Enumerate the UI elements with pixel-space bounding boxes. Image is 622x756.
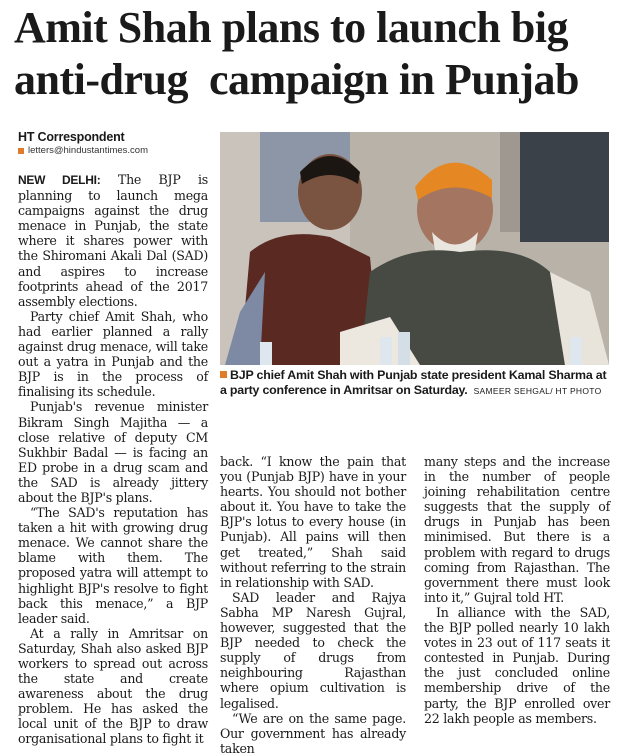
article-paragraph: back. “I know the pain that you (Punjab BJP) have in your hearts. You should not bother about it. You have to take the BJP's lotus to every house (in Punjab). All pains will then get treated,” Shah said without referring to the strain in relationship with SAD. (220, 454, 406, 590)
byline-email-row (18, 145, 208, 156)
article-paragraph-text: The BJP is planning to launch mega campaigns against the drug menace in Punjab, the state where it shares power with the Shiromani Akali Dal (SAD) and aspires to increase footprints ahead of the 2017 assembly elections. (18, 172, 208, 309)
orange-square-icon (18, 148, 24, 154)
headline-line-2: anti-drug campaign in Punjab (14, 55, 579, 104)
article-paragraph: At a rally in Amritsar on Saturday, Shah also asked BJP workers to spread out across the state and create awareness about the drug problem. He has asked the local unit of the BJP to draw organisational plans to fight it (18, 625, 208, 747)
orange-square-icon (220, 371, 227, 378)
photo-illustration (220, 132, 609, 365)
article-column-3 (424, 454, 610, 726)
headline-line-1: Amit Shah plans to launch big (14, 3, 569, 52)
article-paragraph: Party chief Amit Shah, who had earlier planned a rally against drug menace, will take out a yatra in Punjab and the BJP is in the process of finalising its schedule. (18, 308, 208, 400)
caption-text: BJP chief Amit Shah with Punjab state president Kamal Sharma at a party conference in Amritsar on Saturday. (220, 368, 607, 397)
photo-caption (220, 368, 612, 399)
article-paragraph: Punjab's revenue minister Bikram Singh Majitha — a close relative of deputy CM Sukhbir Badal — is facing an ED probe in a drug scam and the SAD is already jittery about the BJP's plans. (18, 399, 208, 505)
article-paragraph: SAD leader and Rajya Sabha MP Naresh Gujral, however, suggested that the BJP needed to check the supply of drugs from neighbouring Rajasthan where opium cultivation is legalised. (220, 589, 406, 711)
headline (14, 2, 614, 106)
dateline: NEW DELHI: (18, 173, 101, 187)
article-paragraph: “We are on the same page. Our government has already taken (220, 710, 406, 756)
byline-author: HT Correspondent (18, 130, 125, 144)
article-paragraph (18, 172, 208, 309)
news-photo (220, 132, 609, 365)
article-column-1 (18, 172, 208, 747)
article-column-2 (220, 454, 406, 756)
article-paragraph: In alliance with the SAD, the BJP polled nearly 10 lakh votes in 23 out of 117 seats it contested in Punjab. During the just concluded online membership drive of the party, the BJP enrolled over 22 lakh people as members. (424, 604, 610, 726)
photo-credit: SAMEER SEHGAL/ HT PHOTO (473, 386, 602, 396)
byline (18, 130, 208, 156)
article-paragraph: many steps and the increase in the number of people joining rehabilitation centre suggests that the supply of drugs in Punjab has been minimised. But there is a problem with regard to drugs coming from Rajasthan. The government there must look into it,” Gujral told HT. (424, 454, 610, 605)
article-paragraph: “The SAD's reputation has taken a hit with growing drug menace. We cannot share the blame with them. The proposed yatra will attempt to highlight BJP's resolve to fight back this menace,” a BJP leader said. (18, 505, 208, 626)
byline-email: letters@hindustantimes.com (28, 145, 148, 156)
